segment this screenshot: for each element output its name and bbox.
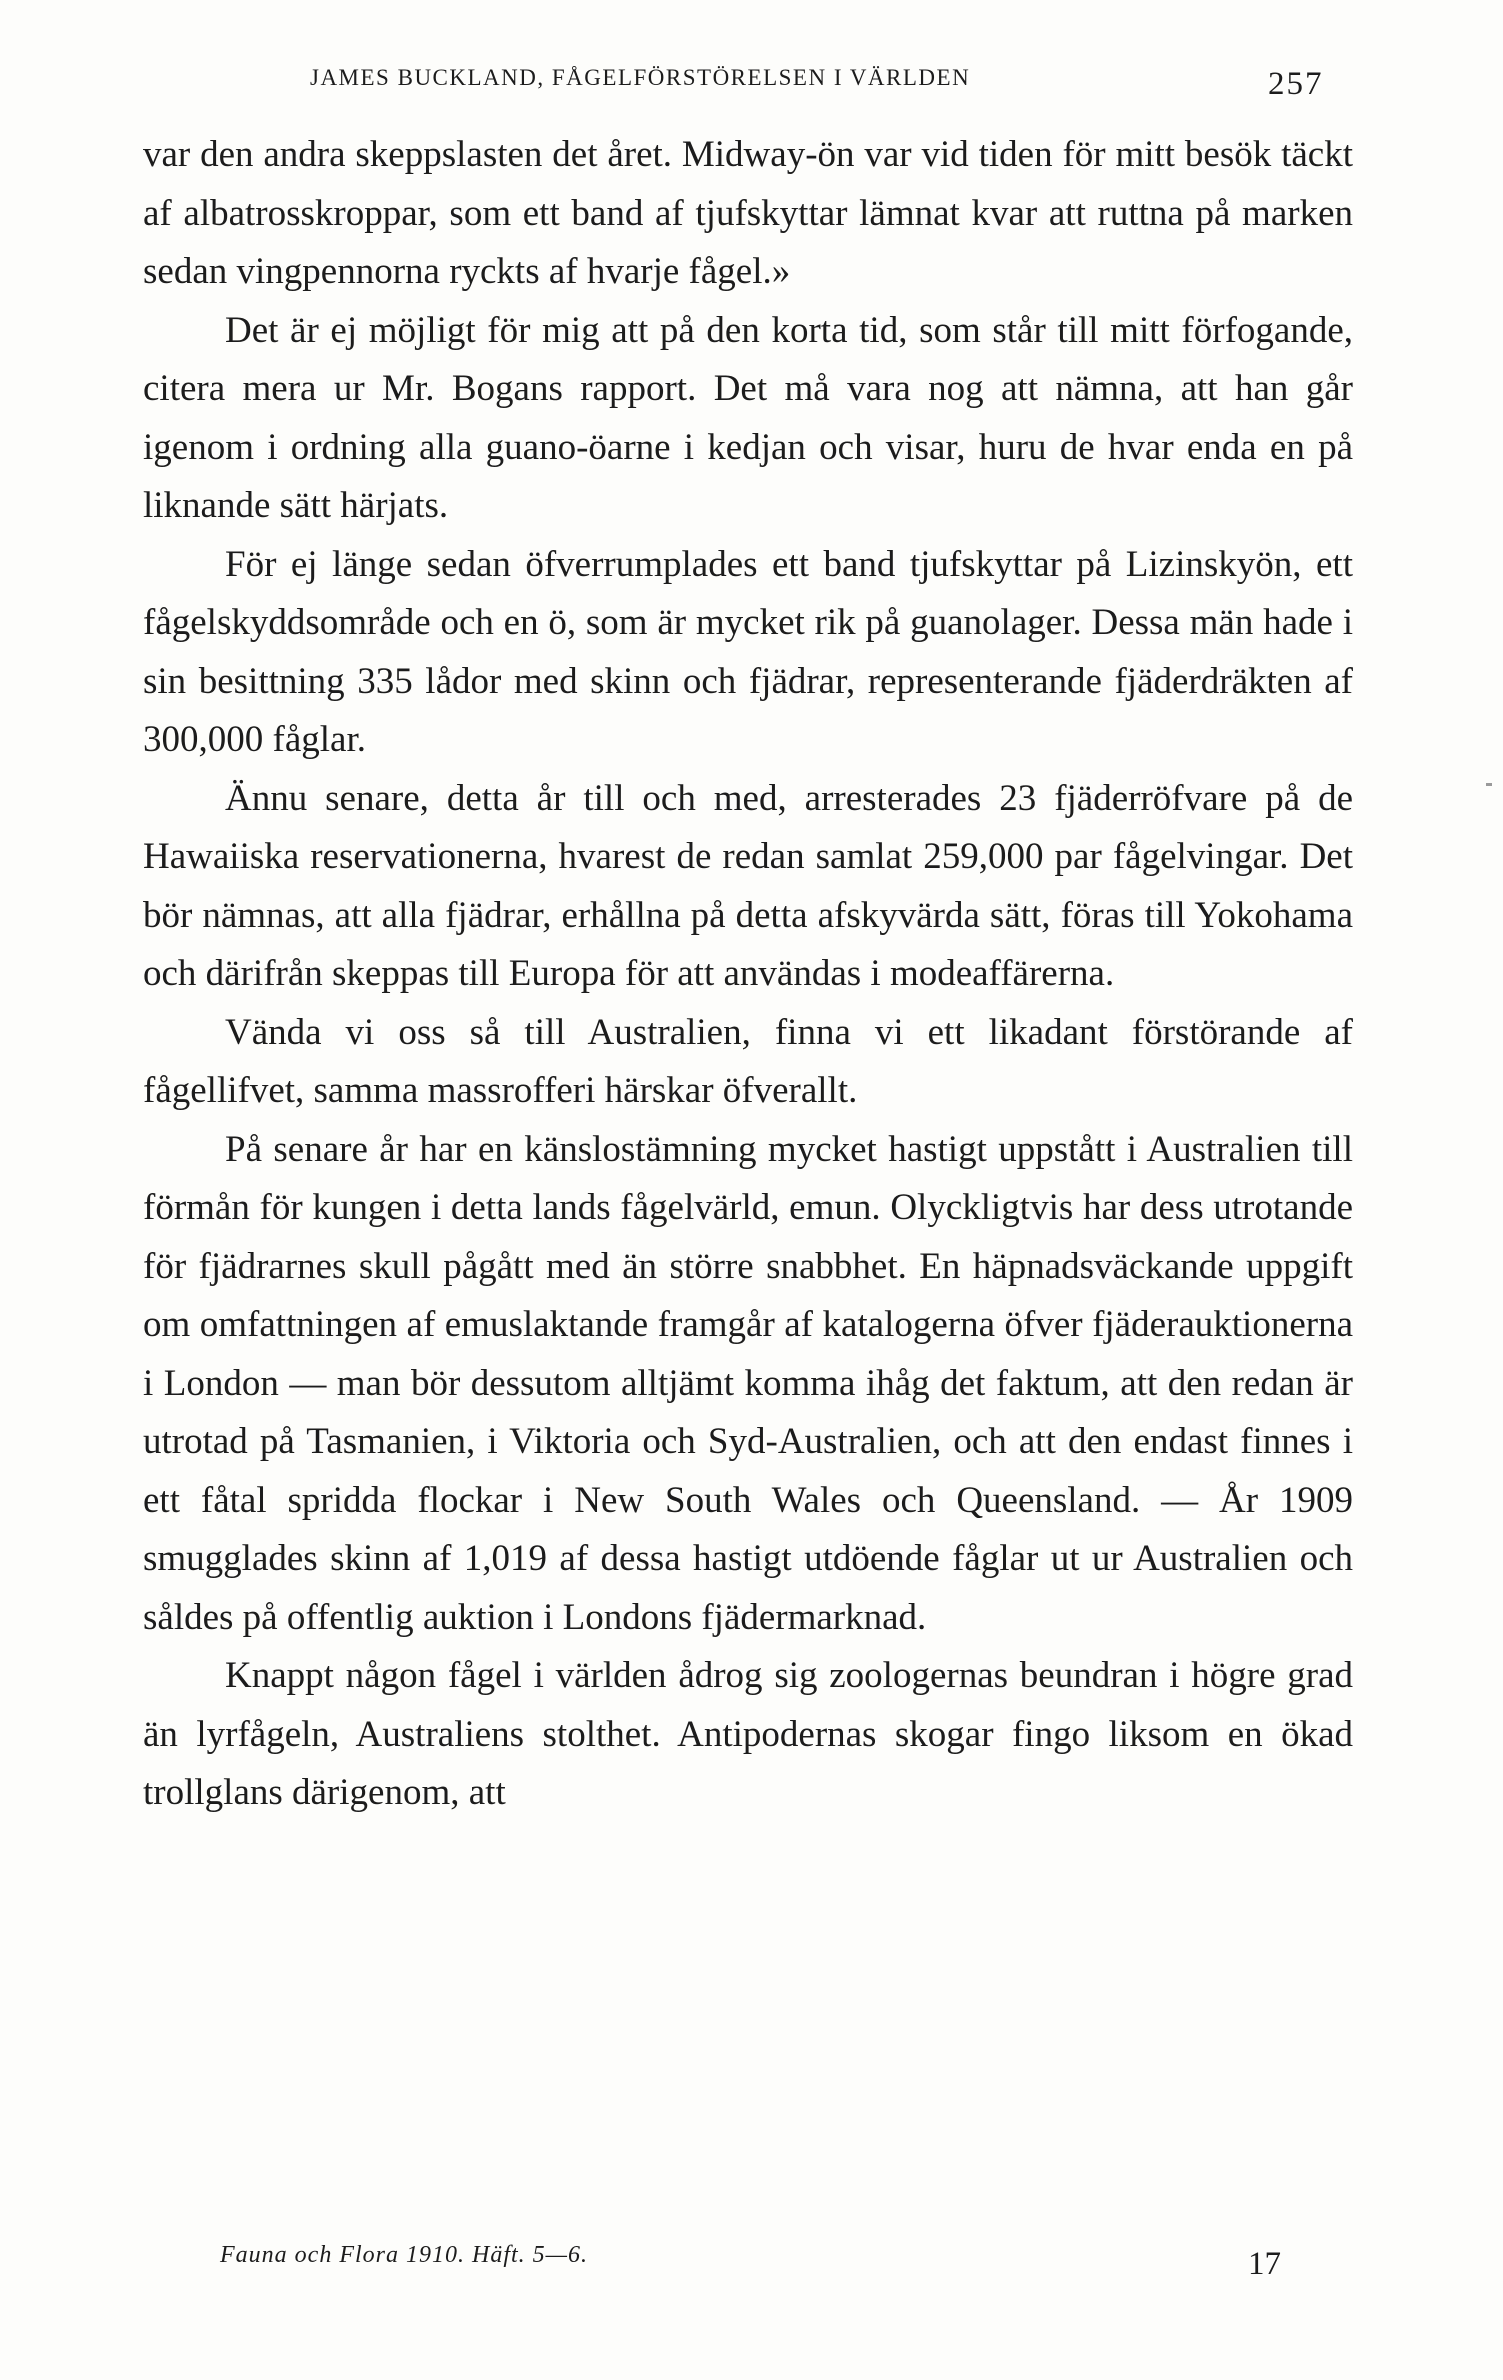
paragraph-3: För ej länge sedan öfverrumplades ett band tjufskyttar på Lizinskyön, ett fågelskyddsområde och en ö, som är mycket rik på guanolager. Dessa män hade i sin besittning 335 lådor med skinn och fjädrar, representerande fjäderdräkten af 300,000 fåglar. <box>143 543 1353 760</box>
paragraph-1: var den andra skeppslasten det året. Midway-ön var vid tiden för mitt besök täckt af albatrosskroppar, som ett band af tjufskyttar lämnat kvar att ruttna på marken sedan vingpennorna ryckts af hvarje fågel.» <box>143 134 1353 292</box>
body-text <box>143 126 1353 1823</box>
paragraph-2: Det är ej möjligt för mig att på den korta tid, som står till mitt förfogande, citera mera ur Mr. Bogans rapport. Det må vara nog att nämna, att han går igenom i ordning alla guano-öarne i kedjan och visar, huru de hvar enda en på liknande sätt härjats. <box>143 309 1353 526</box>
margin-speck <box>1486 783 1492 786</box>
footer-source: Fauna och Flora 1910. Häft. 5—6. <box>220 2242 588 2268</box>
paragraph-6: På senare år har en känslostämning mycket hastigt uppstått i Australien till förmån för kungen i detta lands fågelvärld, emun. Olyckligtvis har dess utrotande för fjädrarnes skull pågått med än större snabbhet. En häpnadsväckande uppgift om omfattningen af emuslaktande framgår af katalogerna öfver fjäderauktionerna i London — man bör dessutom alltjämt komma ihåg det faktum, att den redan är utrotad på Tasmanien, i Viktoria och Syd-Australien, och att den endast finnes i ett fåtal spridda flockar i New South Wales och Queensland. — År 1909 smugglades skinn af 1,019 af dessa hastigt utdöende fåglar ut ur Australien och såldes på offentlig auktion i Londons fjädermarknad. <box>143 1128 1353 1638</box>
page-number: 257 <box>1268 66 1324 102</box>
paragraph-4: Ännu senare, detta år till och med, arresterades 23 fjäderröfvare på de Hawaiiska reservationerna, hvarest de redan samlat 259,000 par fågelvingar. Det bör nämnas, att alla fjädrar, erhållna på detta afskyvärda sätt, föras till Yokohama och därifrån skeppas till Europa för att användas i modeaffärerna. <box>143 777 1353 994</box>
signature-mark: 17 <box>1248 2246 1281 2282</box>
paragraph-5: Vända vi oss så till Australien, finna vi ett likadant förstörande af fågellifvet, samma massrofferi härskar öfverallt. <box>143 1011 1353 1111</box>
running-title: JAMES BUCKLAND, FÅGELFÖRSTÖRELSEN I VÄRLDEN <box>310 65 971 90</box>
paragraph-7: Knappt någon fågel i världen ådrog sig zoologernas beundran i högre grad än lyrfågeln, Australiens stolthet. Antipodernas skogar fingo liksom en ökad trollglans därigenom, att <box>143 1655 1353 1813</box>
